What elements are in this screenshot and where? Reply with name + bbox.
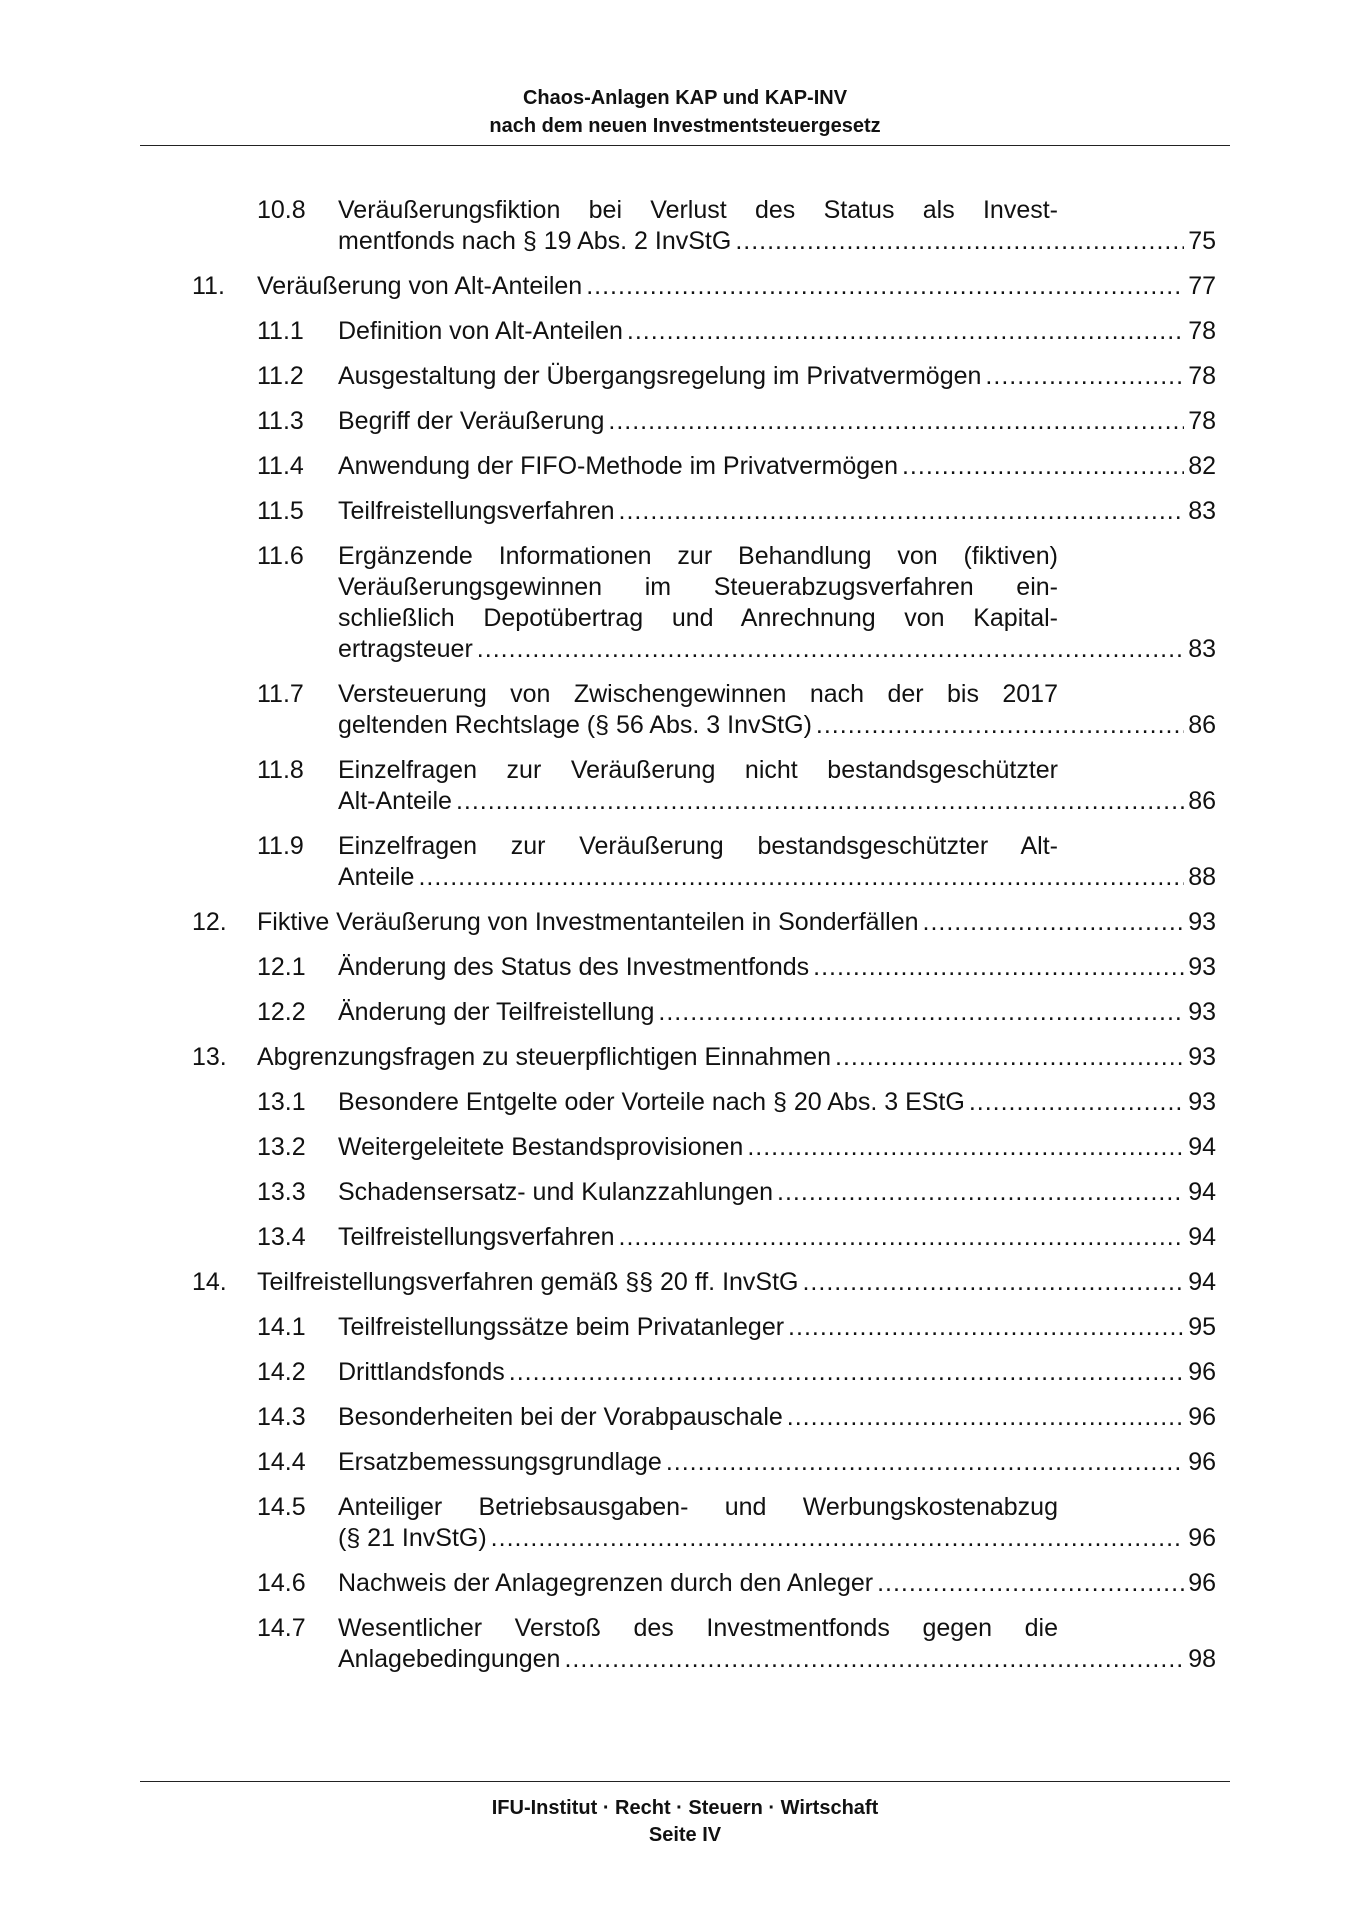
- dot-leader: [491, 1523, 1185, 1554]
- toc-entry-number: 13.2: [257, 1133, 306, 1161]
- toc-entry-title: Drittlandsfonds: [338, 1358, 505, 1386]
- toc-entry[interactable]: [0, 997, 1358, 1028]
- toc-entry-last-line: [338, 226, 1216, 257]
- toc-entry[interactable]: [0, 1087, 1358, 1118]
- toc-entry-title-line: Wesentlicher Verstoß des Investmentfonds gegen die: [338, 1614, 1058, 1642]
- toc-entry-number: 12.2: [257, 998, 306, 1026]
- toc-entry-title: Ausgestaltung der Übergangsregelung im Privatvermögen: [338, 362, 982, 390]
- toc-entry-number: 14.6: [257, 1569, 306, 1597]
- toc-entry[interactable]: [0, 755, 1358, 817]
- toc-entry[interactable]: [0, 907, 1358, 938]
- toc-entry[interactable]: [0, 679, 1358, 741]
- toc-entry-last-line: [338, 1312, 1216, 1343]
- toc-entry-body: [257, 271, 1358, 302]
- toc-entry-number: 11.4: [257, 452, 304, 480]
- toc-entry-number: 11.: [192, 272, 225, 300]
- toc-entry[interactable]: [0, 1042, 1358, 1073]
- toc-entry-body: [257, 907, 1358, 938]
- toc-entry-page: 96: [1188, 1403, 1216, 1431]
- dot-leader: [477, 634, 1184, 665]
- dot-leader: [509, 1357, 1184, 1388]
- toc-entry-last-line: [257, 1267, 1216, 1298]
- toc-entry-title-line: Veräußerungsfiktion bei Verlust des Status als Invest-: [338, 196, 1058, 224]
- toc-entry-number: 13.4: [257, 1223, 306, 1251]
- toc-entry-title: Anteile: [338, 863, 415, 891]
- footer-institute: IFU-Institut · Recht · Steuern · Wirtschaft: [491, 1797, 879, 1819]
- toc-entry-last-line: [338, 406, 1216, 437]
- toc-entry-page: 82: [1188, 452, 1216, 480]
- toc-entry-title: Besonderheiten bei der Vorabpauschale: [338, 1403, 783, 1431]
- toc-entry-body: [257, 1267, 1358, 1298]
- toc-entry-title: Besondere Entgelte oder Vorteile nach § 20 Abs. 3 EStG: [338, 1088, 965, 1116]
- toc-entry-number: 11.7: [257, 680, 304, 708]
- toc-entry-title: Nachweis der Anlagegrenzen durch den Anleger: [338, 1569, 874, 1597]
- dot-leader: [969, 1087, 1184, 1118]
- toc-entry-body: [338, 1492, 1358, 1554]
- toc-entry[interactable]: [0, 831, 1358, 893]
- toc-entry-body: [338, 451, 1358, 482]
- toc-entry-body: [257, 1042, 1358, 1073]
- dot-leader: [666, 1447, 1184, 1478]
- toc-entry-number: 14.7: [257, 1614, 306, 1642]
- toc-entry-title: (§ 21 InvStG): [338, 1524, 487, 1552]
- toc-entry-body: [338, 1132, 1358, 1163]
- toc-entry-last-line: [338, 1644, 1216, 1675]
- toc-entry[interactable]: [0, 1613, 1358, 1675]
- toc-entry-page: 94: [1188, 1223, 1216, 1251]
- toc-entry-title: Teilfreistellungsverfahren: [338, 1223, 615, 1251]
- toc-entry-title: Schadensersatz- und Kulanzzahlungen: [338, 1178, 774, 1206]
- toc-entry-page: 78: [1188, 362, 1216, 390]
- dot-leader: [787, 1402, 1184, 1433]
- toc-entry[interactable]: [0, 451, 1358, 482]
- toc-entry-body: [338, 1177, 1358, 1208]
- toc-entry-body: [338, 1087, 1358, 1118]
- toc-entry-title: ertragsteuer: [338, 635, 473, 663]
- toc-entry-page: 93: [1188, 1088, 1216, 1116]
- toc-entry[interactable]: [0, 406, 1358, 437]
- toc-entry[interactable]: [0, 952, 1358, 983]
- toc-entry-title: Ersatzbemessungsgrundlage: [338, 1448, 662, 1476]
- toc-entry-number: 11.8: [257, 756, 304, 784]
- toc-entry-last-line: [338, 1447, 1216, 1478]
- toc-entry-title: Teilfreistellungssätze beim Privatanleger: [338, 1313, 785, 1341]
- toc-entry-number: 13.1: [257, 1088, 306, 1116]
- toc-entry-last-line: [338, 451, 1216, 482]
- toc-entry-body: [338, 831, 1358, 893]
- toc-entry[interactable]: [0, 1177, 1358, 1208]
- toc-entry-title-line: Einzelfragen zur Veräußerung nicht bestandsgeschützter: [338, 756, 1058, 784]
- toc-entry-title: Anwendung der FIFO-Methode im Privatvermögen: [338, 452, 898, 480]
- toc-entry-last-line: [338, 952, 1216, 983]
- toc-entry-body: [338, 541, 1358, 665]
- toc-entry-title-line: schließlich Depotübertrag und Anrechnung von Kapital-: [338, 604, 1058, 632]
- toc-entry-number: 14.1: [257, 1313, 306, 1341]
- toc-entry-title: Fiktive Veräußerung von Investmentanteilen in Sonderfällen: [257, 908, 919, 936]
- toc-entry-number: 11.5: [257, 497, 304, 525]
- toc-entry-title: Veräußerung von Alt-Anteilen: [257, 272, 583, 300]
- toc-entry-page: 96: [1188, 1358, 1216, 1386]
- toc-entry-last-line: [338, 1222, 1216, 1253]
- toc-entry-last-line: [338, 1177, 1216, 1208]
- dot-leader: [877, 1568, 1184, 1599]
- toc-entry-title-line: Veräußerungsgewinnen im Steuerabzugsverfahren ein-: [338, 573, 1058, 601]
- toc-entry-last-line: [338, 1402, 1216, 1433]
- toc-entry[interactable]: [0, 1222, 1358, 1253]
- page-footer: [140, 1795, 1230, 1849]
- toc-entry-title: geltenden Rechtslage (§ 56 Abs. 3 InvStG): [338, 711, 812, 739]
- dot-leader: [835, 1042, 1184, 1073]
- toc-entry-page: 96: [1188, 1524, 1216, 1552]
- dot-leader: [564, 1644, 1184, 1675]
- toc-entry-last-line: [257, 271, 1216, 302]
- toc-entry-body: [338, 755, 1358, 817]
- toc-entry-body: [338, 406, 1358, 437]
- toc-entry-last-line: [338, 496, 1216, 527]
- toc-entry-page: 78: [1188, 317, 1216, 345]
- toc-entry-page: 86: [1188, 787, 1216, 815]
- toc-entry-page: 94: [1188, 1178, 1216, 1206]
- toc-entry-page: 96: [1188, 1448, 1216, 1476]
- toc-entry-title: Anlagebedingungen: [338, 1645, 561, 1673]
- dot-leader: [619, 496, 1185, 527]
- toc-entry-number: 11.6: [257, 542, 304, 570]
- toc-entry[interactable]: [0, 1312, 1358, 1343]
- toc-entry-page: 98: [1188, 1645, 1216, 1673]
- toc-entry-body: [338, 1568, 1358, 1599]
- dot-leader: [619, 1222, 1185, 1253]
- footer-divider: [140, 1781, 1230, 1782]
- toc-entry-last-line: [338, 1357, 1216, 1388]
- header-subtitle: nach dem neuen Investmentsteuergesetz: [489, 115, 881, 137]
- toc-entry-title: Alt-Anteile: [338, 787, 452, 815]
- toc-entry[interactable]: [0, 1402, 1358, 1433]
- toc-entry-number: 12.1: [257, 953, 306, 981]
- toc-entry-page: 96: [1188, 1569, 1216, 1597]
- toc-entry-body: [338, 1312, 1358, 1343]
- toc-entry-number: 11.1: [257, 317, 304, 345]
- page-header: [140, 84, 1230, 140]
- dot-leader: [816, 710, 1184, 741]
- toc-entry-page: 93: [1188, 998, 1216, 1026]
- toc-entry-title: Weitergeleitete Bestandsprovisionen: [338, 1133, 744, 1161]
- header-divider: [140, 145, 1230, 146]
- toc-entry-last-line: [338, 1132, 1216, 1163]
- toc-entry[interactable]: [0, 1568, 1358, 1599]
- toc-entry-page: 94: [1188, 1133, 1216, 1161]
- toc-entry-body: [338, 1222, 1358, 1253]
- header-title: Chaos-Anlagen KAP und KAP-INV: [522, 87, 848, 109]
- toc-entry-number: 12.: [192, 908, 227, 936]
- toc-entry-last-line: [338, 997, 1216, 1028]
- dot-leader: [747, 1132, 1184, 1163]
- toc-entry-last-line: [338, 634, 1216, 665]
- toc-entry-title: Definition von Alt-Anteilen: [338, 317, 623, 345]
- toc-entry[interactable]: [0, 316, 1358, 347]
- toc-entry-number: 11.3: [257, 407, 304, 435]
- toc-entry-page: 88: [1188, 863, 1216, 891]
- dot-leader: [608, 406, 1184, 437]
- toc-entry-title: Teilfreistellungsverfahren: [338, 497, 615, 525]
- toc-entry-body: [338, 195, 1358, 257]
- toc-entry[interactable]: [0, 1447, 1358, 1478]
- toc-entry[interactable]: [0, 1132, 1358, 1163]
- toc-entry-last-line: [257, 907, 1216, 938]
- toc-entry[interactable]: [0, 1267, 1358, 1298]
- toc-entry[interactable]: [0, 195, 1358, 257]
- toc-entry-number: 13.3: [257, 1178, 306, 1206]
- toc-entry-page: 93: [1188, 908, 1216, 936]
- toc-entry-body: [338, 1402, 1358, 1433]
- toc-entry-number: 14.5: [257, 1493, 306, 1521]
- toc-entry-number: 14.3: [257, 1403, 306, 1431]
- toc-entry-body: [338, 316, 1358, 347]
- toc-entry-last-line: [338, 1087, 1216, 1118]
- toc-entry-page: 75: [1188, 227, 1216, 255]
- toc-entry[interactable]: [0, 1357, 1358, 1388]
- toc-entry-title-line: Einzelfragen zur Veräußerung bestandsgeschützter Alt-: [338, 832, 1058, 860]
- toc-entry-title: Begriff der Veräußerung: [338, 407, 605, 435]
- toc-entry-title-line: Ergänzende Informationen zur Behandlung von (fiktiven): [338, 542, 1058, 570]
- toc-entry-last-line: [257, 1042, 1216, 1073]
- toc-entry-number: 11.2: [257, 362, 304, 390]
- toc-entry-title-line: Anteiliger Betriebsausgaben- und Werbungskostenabzug: [338, 1493, 1058, 1521]
- toc-entry[interactable]: [0, 271, 1358, 302]
- toc-entry-body: [338, 997, 1358, 1028]
- dot-leader: [456, 786, 1184, 817]
- dot-leader: [902, 451, 1184, 482]
- toc-entry-last-line: [338, 361, 1216, 392]
- toc-entry-number: 11.9: [257, 832, 304, 860]
- toc-entry-last-line: [338, 316, 1216, 347]
- toc-entry-title: mentfonds nach § 19 Abs. 2 InvStG: [338, 227, 732, 255]
- toc-entry-title: Teilfreistellungsverfahren gemäß §§ 20 ff. InvStG: [257, 1268, 799, 1296]
- toc-entry[interactable]: [0, 1492, 1358, 1554]
- toc-entry-page: 94: [1188, 1268, 1216, 1296]
- toc-entry-number: 10.8: [257, 196, 306, 224]
- toc-entry-last-line: [338, 1523, 1216, 1554]
- dot-leader: [788, 1312, 1184, 1343]
- toc-entry-page: 77: [1188, 272, 1216, 300]
- dot-leader: [735, 226, 1184, 257]
- toc-entry-page: 78: [1188, 407, 1216, 435]
- toc-entry-page: 83: [1188, 635, 1216, 663]
- toc-entry-body: [338, 496, 1358, 527]
- dot-leader: [627, 316, 1184, 347]
- dot-leader: [813, 952, 1184, 983]
- dot-leader: [658, 997, 1184, 1028]
- toc-entry-page: 93: [1188, 1043, 1216, 1071]
- toc-entry-number: 14.: [192, 1268, 227, 1296]
- toc-entry-body: [338, 1357, 1358, 1388]
- toc-entry[interactable]: [0, 496, 1358, 527]
- toc-entry-number: 13.: [192, 1043, 227, 1071]
- toc-entry-body: [338, 361, 1358, 392]
- toc-entry-number: 14.4: [257, 1448, 306, 1476]
- toc-entry-page: 93: [1188, 953, 1216, 981]
- toc-entry-title: Abgrenzungsfragen zu steuerpflichtigen Einnahmen: [257, 1043, 831, 1071]
- toc-entry-page: 83: [1188, 497, 1216, 525]
- toc-entry[interactable]: [0, 541, 1358, 665]
- toc-entry-last-line: [338, 710, 1216, 741]
- toc-entry-body: [338, 952, 1358, 983]
- toc-entry-body: [338, 1613, 1358, 1675]
- toc-entry-body: [338, 679, 1358, 741]
- toc-entry[interactable]: [0, 361, 1358, 392]
- dot-leader: [586, 271, 1184, 302]
- toc-entry-page: 86: [1188, 711, 1216, 739]
- toc-entry-title: Änderung der Teilfreistellung: [338, 998, 655, 1026]
- table-of-contents: [0, 195, 1358, 1675]
- footer-page-number: Seite IV: [648, 1824, 722, 1846]
- toc-entry-page: 95: [1188, 1313, 1216, 1341]
- toc-entry-last-line: [338, 786, 1216, 817]
- dot-leader: [777, 1177, 1184, 1208]
- toc-entry-title-line: Versteuerung von Zwischengewinnen nach der bis 2017: [338, 680, 1058, 708]
- toc-entry-body: [338, 1447, 1358, 1478]
- toc-entry-number: 14.2: [257, 1358, 306, 1386]
- toc-entry-title: Änderung des Status des Investmentfonds: [338, 953, 810, 981]
- dot-leader: [418, 862, 1184, 893]
- toc-entry-last-line: [338, 862, 1216, 893]
- dot-leader: [802, 1267, 1184, 1298]
- toc-entry-last-line: [338, 1568, 1216, 1599]
- dot-leader: [985, 361, 1184, 392]
- dot-leader: [923, 907, 1185, 938]
